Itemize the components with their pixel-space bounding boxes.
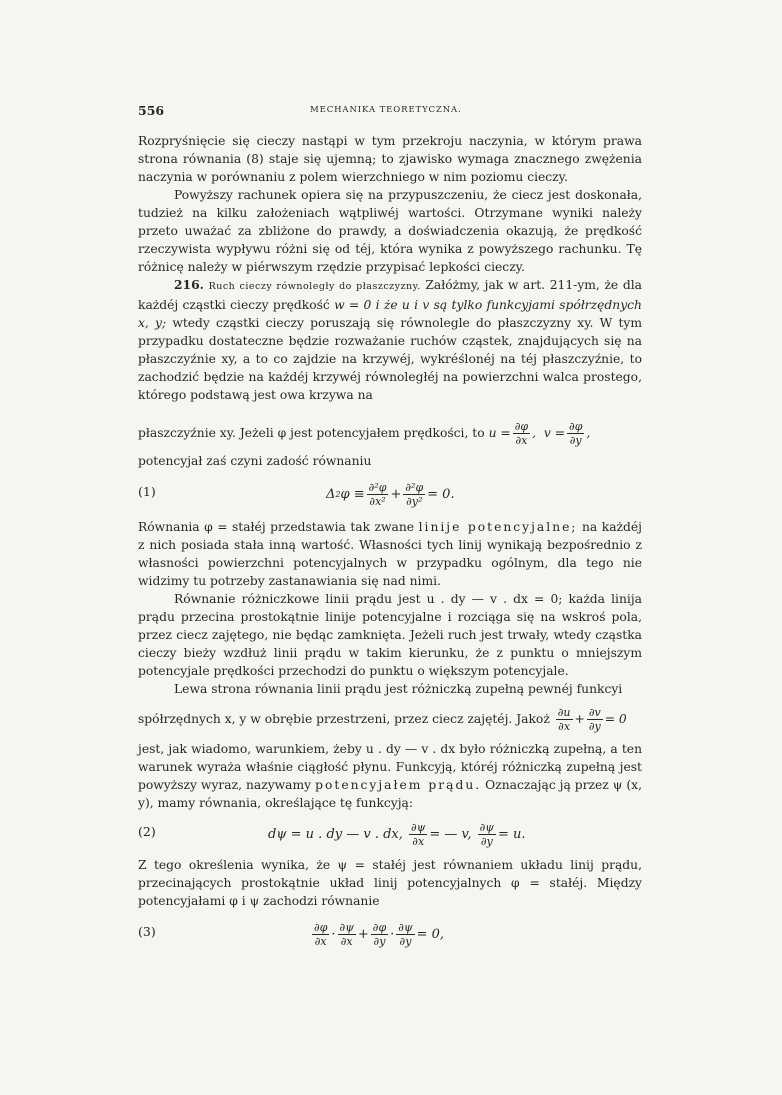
section-216-text-a: Załóżmy, jak w art. 211-ym, że dla każdéj cząstki cieczy prędkość — [138, 278, 642, 312]
section-216 — [138, 276, 642, 404]
velocity-line — [138, 420, 642, 447]
section-number: 216. — [174, 277, 204, 292]
equation-3: $\frac{\partial\varphi}{\partial x}$ · $\frac{\partial\psi}{\partial x}$ + $\frac{\partial\varphi}{\partial y}$ · $\frac{\partial\psi}{\partial y}$ = 0, — [314, 920, 445, 948]
text-block-2 — [138, 518, 642, 698]
paragraph-5-cont — [138, 740, 642, 812]
page-header — [138, 103, 642, 119]
paragraph-3-c: na każdéj z nich posiada stała inną wartość. Własności tych linij wynikają bezpośrednio z własności powierzchni potencyjalnych w przypadku ogólnym, dla tego nie widzimy tu potrzeby zastanawiania się nad nimi. — [138, 520, 642, 588]
potential-intro — [138, 452, 642, 470]
paragraph-5-c: jest, jak wiadomo, warunkiem, żeby u . dy — v . dx było różniczką zupełną, a ten warunek wyraża właśnie ciągłość płynu. Funkcyją, któréj różniczką zupełną jest powyższy wyraz, nazywamy — [138, 742, 642, 792]
equation-1-row — [138, 476, 642, 512]
paragraph-1: Rozpryśnięcie się cieczy nastąpi w tym przekroju naczynia, w którym prawa strona równania (8) staje się ujemną; to zjawisko wymaga znacznego zwężenia naczynia w porównaniu z polem wierzchniego w nim poziomu cieczy. — [138, 134, 642, 184]
section-216-text-c: wtedy cząstki cieczy poruszają się równolegle do płaszczyzny xy. W tym przypadku dostateczne będzie rozważanie ruchów cząstek, znajdujących się na płaszczyźnie xy, a to co zajdzie na krzywéj, wykréślonéj na téj płaszczyźnie, to zachodzić będzie na każdéj krzywéj równoległéj na powierzchni walca prostego, którego podstawą jest owa krzywa na — [138, 316, 642, 402]
paragraph-6: Z tego określenia wynika, że ψ = stałéj jest równaniem układu linij prądu, przecinających prostokątnie układ linij potencyjalnych φ = stałéj. Między potencyjałami φ i ψ zachodzi równanie — [138, 858, 642, 908]
text-block-4 — [138, 856, 642, 910]
stream-potential-term: potencyjałem prądu. — [315, 778, 482, 792]
equation-2-row — [138, 816, 642, 852]
equation-3-row — [138, 916, 642, 952]
section-title: Ruch cieczy równoległy do płaszczyzny. — [208, 281, 421, 292]
continuity-formula: $\frac{\partial u}{\partial x}$ + $\frac{\partial v}{\partial y}$ = 0 — [557, 706, 627, 733]
velocity-components-formula: u = $\frac{\partial\varphi}{\partial x}$ , v = $\frac{\partial\varphi}{\partial y}$ , — [488, 420, 591, 447]
potential-lines-term: linije potencyjalne; — [418, 520, 578, 534]
section-216-text-b: w = 0 i że u i v są tylko funkcyjami spółrzędnych x, y; — [138, 298, 642, 330]
running-head: MECHANIKA TEORETYCZNA. — [310, 105, 462, 115]
text-block-3 — [138, 740, 642, 812]
paragraph-2: Powyższy rachunek opiera się na przypuszczeniu, że ciecz jest doskonała, tudzież na kilku założeniach wątpliwéj wartości. Otrzymane wyniki należy przeto uważać za zbliżone do prawdy, a doświadczenia okazują, że prędkość rzeczywista wypływu różni się od téj, która wynika z powyższego rachunku. Tę różnicę należy w piérwszym rzędzie przypisać lepkości cieczy. — [138, 188, 642, 274]
equation-1-number: (1) — [138, 484, 156, 499]
equation-1: Δ 2 φ ≡ $\frac{\text{∂²φ}}{\text{∂x²}}$ + $\frac{\text{∂²φ}}{\text{∂y²}}$ = 0. — [326, 480, 455, 508]
equation-3-number: (3) — [138, 924, 156, 939]
paragraph-3-a: Równania φ = stałéj przedstawia tak zwane — [138, 520, 415, 534]
section-216-text-d: płaszczyźnie xy. Jeżeli φ jest potencyjałem prędkości, to — [138, 426, 485, 440]
paragraph-4: Równanie różniczkowe linii prądu jest u . dy — v . dx = 0; każda linija prądu przecina prostokątnie linije potencyjalne i rozciąga się na wskroś pola, przez ciecz zajętego, nie będąc zamknięta. Jeżeli ruch jest trwały, wtedy cząstka cieczy bieży wzdłuż linii prądu w takim kierunku, że z punktu o mniejszym potencyjale prędkości przechodzi do punktu o większym potencyjale. — [138, 592, 642, 678]
text-block-1 — [138, 132, 642, 404]
equation-2-number: (2) — [138, 824, 156, 839]
section-216-text-e: potencyjał zaś czyni zadość równaniu — [138, 454, 372, 468]
equation-2: dψ = u . dy — v . dx, $\frac{\partial\psi}{\partial x}$ = — v, $\frac{\partial\psi}{\partial y}$ = u. — [268, 820, 526, 848]
continuity-line — [138, 706, 642, 733]
page-number: 556 — [138, 103, 165, 118]
paragraph-5-b: spółrzędnych x, y w obrębie przestrzeni, przez ciecz zajętéj. Jakoż — [138, 712, 550, 726]
paragraph-5-e: Oznaczając ją przez ψ (x, y), mamy równania, określające tę funkcyją: — [138, 778, 643, 810]
paragraph-3 — [138, 518, 642, 590]
paragraph-5-a: Lewa strona równania linii prądu jest różniczką zupełną pewnéj funkcyi — [174, 682, 623, 696]
